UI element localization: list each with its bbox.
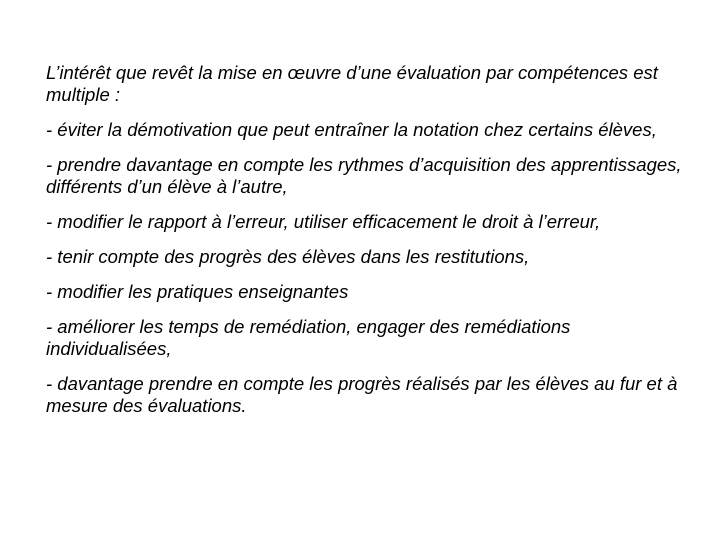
list-item: - modifier les pratiques enseignantes (46, 281, 349, 302)
list-item: - tenir compte des progrès des élèves dans les restitutions, (46, 246, 530, 267)
list-item: - modifier le rapport à l’erreur, utiliser efficacement le droit à l’erreur, (46, 211, 601, 232)
intro-text: L’intérêt que revêt la mise en œuvre d’une évaluation par compétences est multiple : (46, 62, 658, 105)
list-item: - prendre davantage en compte les rythmes d’acquisition des apprentissages, différents d’un élève à l’autre, (46, 154, 682, 197)
list-item: - améliorer les temps de remédiation, engager des remédiations individualisées, (46, 316, 571, 359)
list-item: - davantage prendre en compte les progrès réalisés par les élèves au fur et à mesure des évaluations. (46, 373, 678, 416)
slide-content (46, 62, 696, 430)
list-item: - éviter la démotivation que peut entraîner la notation chez certains élèves, (46, 119, 657, 140)
